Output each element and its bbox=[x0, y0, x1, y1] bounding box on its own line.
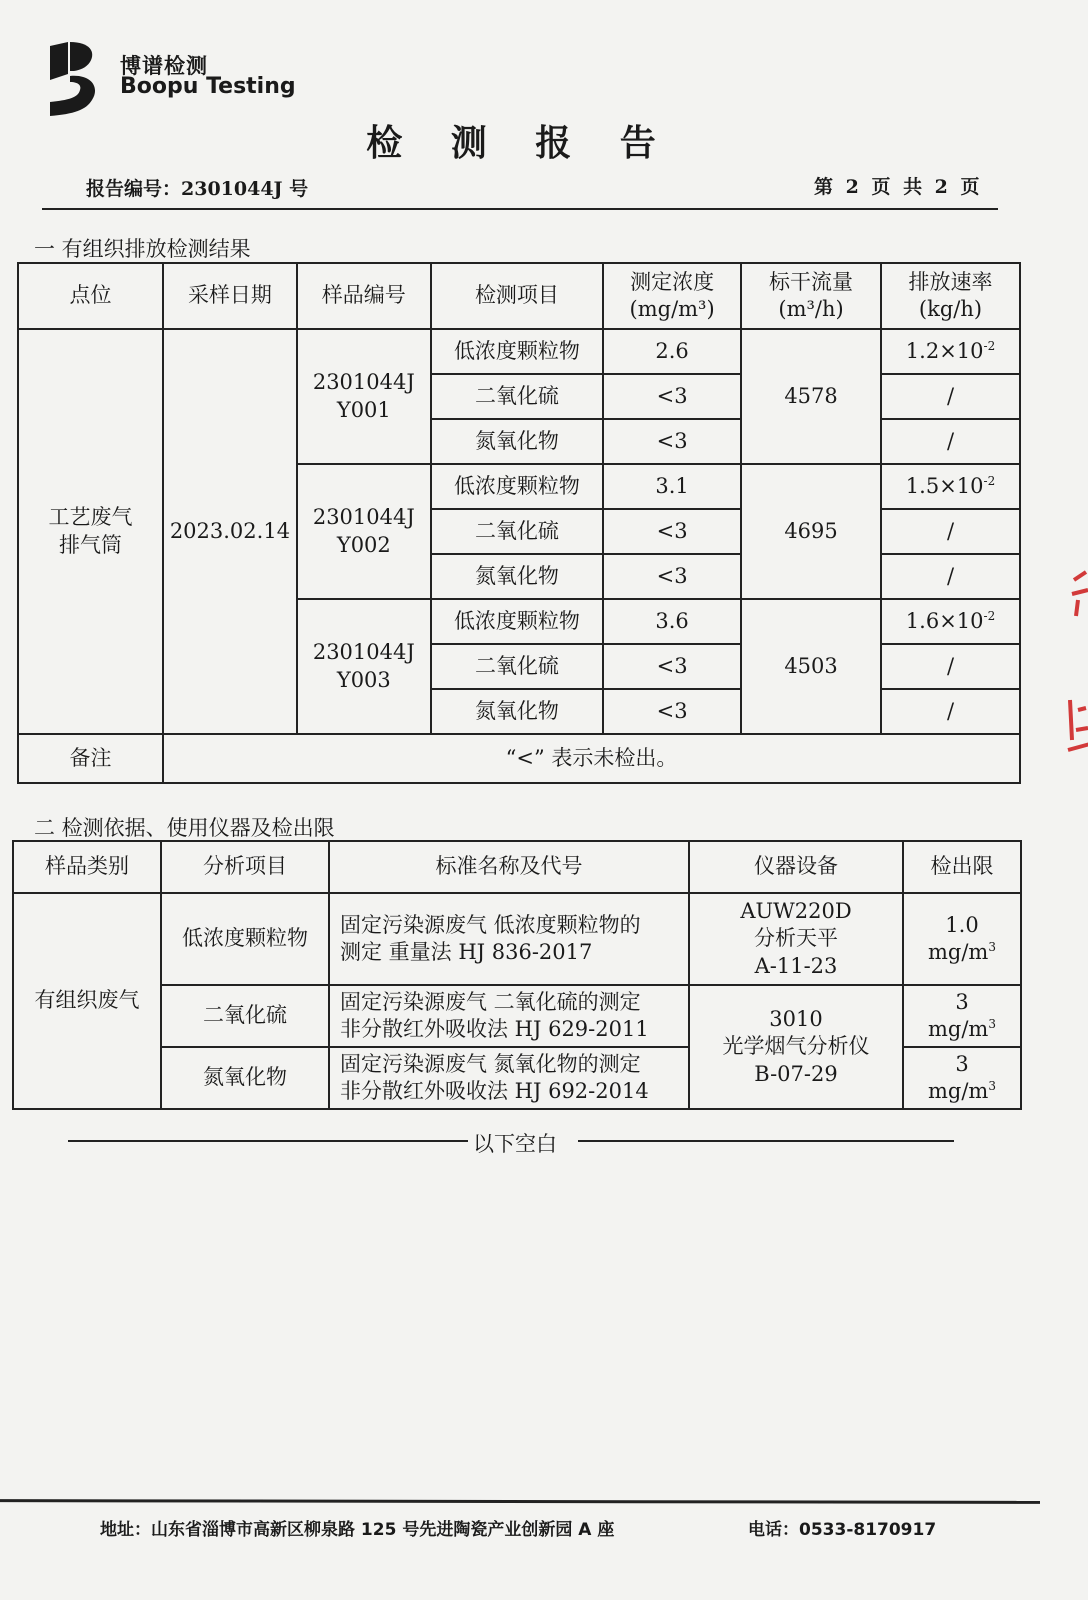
rate-cell: / bbox=[881, 419, 1020, 464]
rate-cell: / bbox=[881, 554, 1020, 599]
rate-value: 1.2×10 bbox=[905, 338, 984, 363]
table-header-row bbox=[13, 841, 1021, 893]
instrument-line: 光学烟气分析仪 bbox=[722, 1034, 870, 1059]
sample-line: Y002 bbox=[336, 532, 391, 557]
report-title: 检 测 报 告 bbox=[366, 122, 674, 164]
col-header-detection-limit: 检出限 bbox=[903, 841, 1021, 893]
standard-cell bbox=[329, 893, 689, 985]
rate-cell bbox=[881, 464, 1020, 509]
rate-cell: / bbox=[881, 644, 1020, 689]
limit-cell bbox=[903, 893, 1021, 985]
rate-exponent: -2 bbox=[983, 608, 996, 623]
location-line: 排气筒 bbox=[59, 532, 122, 557]
limit-value: 3 bbox=[955, 1051, 969, 1076]
item-cell: 低浓度颗粒物 bbox=[431, 599, 603, 644]
conc-cell: <3 bbox=[603, 509, 741, 554]
conc-cell: 2.6 bbox=[603, 329, 741, 374]
limit-value: 3 bbox=[955, 989, 969, 1014]
flow-cell: 4695 bbox=[741, 464, 881, 599]
col-header-rate bbox=[881, 263, 1020, 329]
footer-divider bbox=[0, 1499, 1040, 1504]
flow-cell: 4578 bbox=[741, 329, 881, 464]
item-cell: 二氧化硫 bbox=[431, 509, 603, 554]
table-row bbox=[13, 893, 1021, 985]
instrument-line: 分析天平 bbox=[754, 926, 838, 951]
rate-value: 1.6×10 bbox=[905, 608, 984, 633]
boopu-logo-icon bbox=[46, 40, 98, 118]
col-header-label: 排放速率 bbox=[908, 269, 993, 294]
unit-exponent: 3 bbox=[988, 1079, 996, 1093]
unit-text: mg/m bbox=[928, 940, 989, 964]
location-line: 工艺废气 bbox=[48, 505, 133, 530]
company-name-cn: 博谱检测 bbox=[120, 54, 208, 78]
standard-line: 固定污染源废气 二氧化硫的测定 bbox=[340, 989, 641, 1014]
section2-title: 二 检测依据、使用仪器及检出限 bbox=[34, 816, 335, 840]
sample-line: 2301044J bbox=[312, 505, 415, 530]
company-name-en: Boopu Testing bbox=[120, 74, 296, 99]
limit-value: 1.0 bbox=[945, 912, 979, 937]
unit-exponent: 3 bbox=[988, 1017, 996, 1031]
item-cell: 氮氧化物 bbox=[431, 554, 603, 599]
instrument-cell bbox=[689, 985, 903, 1109]
blank-line-right bbox=[578, 1140, 954, 1142]
footer-address: 地址：山东省淄博市高新区柳泉路 125 号先进陶瓷产业创新园 A 座 bbox=[100, 1520, 615, 1540]
instrument-line: AUW220D bbox=[740, 899, 852, 924]
conc-cell: <3 bbox=[603, 419, 741, 464]
location-cell bbox=[18, 329, 163, 734]
footer-telephone: 电话：0533-8170917 bbox=[748, 1520, 937, 1540]
flow-cell: 4503 bbox=[741, 599, 881, 734]
analysis-item-cell: 二氧化硫 bbox=[161, 985, 329, 1047]
emission-results-table bbox=[17, 262, 1021, 784]
sample-line: 2301044J bbox=[312, 640, 415, 665]
blank-line-left bbox=[68, 1140, 468, 1142]
limit-cell bbox=[903, 985, 1021, 1047]
col-header-category: 样品类别 bbox=[13, 841, 161, 893]
table-row bbox=[13, 985, 1021, 1047]
item-cell: 二氧化硫 bbox=[431, 644, 603, 689]
conc-cell: <3 bbox=[603, 554, 741, 599]
seal-stamp-icon bbox=[1064, 560, 1088, 780]
conc-cell: 3.1 bbox=[603, 464, 741, 509]
standard-line: 非分散红外吸收法 HJ 692-2014 bbox=[340, 1079, 649, 1103]
method-instrument-table bbox=[12, 840, 1022, 1110]
standard-line: 固定污染源废气 氮氧化物的测定 bbox=[340, 1051, 641, 1076]
col-header-label: 标干流量 bbox=[769, 269, 854, 294]
unit-text: mg/m bbox=[928, 1079, 989, 1103]
item-cell: 氮氧化物 bbox=[431, 689, 603, 734]
col-header-item: 检测项目 bbox=[431, 263, 603, 329]
col-header-concentration bbox=[603, 263, 741, 329]
rate-cell: / bbox=[881, 374, 1020, 419]
instrument-line: B-07-29 bbox=[754, 1061, 838, 1086]
section1-title: 一 有组织排放检测结果 bbox=[34, 237, 251, 261]
rate-cell bbox=[881, 329, 1020, 374]
conc-cell: 3.6 bbox=[603, 599, 741, 644]
limit-unit bbox=[908, 939, 1016, 966]
conc-cell: <3 bbox=[603, 689, 741, 734]
sample-cell bbox=[297, 599, 431, 734]
standard-cell bbox=[329, 1047, 689, 1109]
rate-value: 1.5×10 bbox=[905, 473, 984, 498]
col-header-instrument: 仪器设备 bbox=[689, 841, 903, 893]
col-header-date: 采样日期 bbox=[163, 263, 297, 329]
page-number: 第 2 页 共 2 页 bbox=[814, 176, 983, 198]
rate-cell bbox=[881, 599, 1020, 644]
header-divider bbox=[42, 208, 998, 210]
item-cell: 低浓度颗粒物 bbox=[431, 329, 603, 374]
report-number: 报告编号：2301044J 号 bbox=[86, 178, 309, 200]
col-header-standard: 标准名称及代号 bbox=[329, 841, 689, 893]
sample-cell bbox=[297, 329, 431, 464]
col-header-label: 测定浓度 bbox=[630, 269, 715, 294]
analysis-item-cell: 氮氧化物 bbox=[161, 1047, 329, 1109]
date-cell: 2023.02.14 bbox=[163, 329, 297, 734]
item-cell: 低浓度颗粒物 bbox=[431, 464, 603, 509]
rate-cell: / bbox=[881, 689, 1020, 734]
col-header-unit: (m³/h) bbox=[778, 297, 844, 321]
sample-line: Y003 bbox=[336, 667, 391, 692]
unit-exponent: 3 bbox=[988, 940, 996, 954]
instrument-line: 3010 bbox=[769, 1007, 823, 1032]
blank-below-text: 以下空白 bbox=[473, 1132, 557, 1156]
instrument-line: A-11-23 bbox=[754, 953, 838, 978]
table-row bbox=[18, 329, 1020, 374]
limit-unit bbox=[908, 1016, 1016, 1043]
col-header-analysis-item: 分析项目 bbox=[161, 841, 329, 893]
sample-line: Y001 bbox=[336, 397, 391, 422]
item-cell: 二氧化硫 bbox=[431, 374, 603, 419]
rate-exponent: -2 bbox=[983, 473, 996, 488]
col-header-flow bbox=[741, 263, 881, 329]
col-header-sample-no: 样品编号 bbox=[297, 263, 431, 329]
standard-line: 非分散红外吸收法 HJ 629-2011 bbox=[340, 1017, 649, 1041]
conc-cell: <3 bbox=[603, 644, 741, 689]
limit-cell bbox=[903, 1047, 1021, 1109]
rate-exponent: -2 bbox=[983, 338, 996, 353]
standard-line: 测定 重量法 HJ 836-2017 bbox=[340, 940, 593, 964]
conc-cell: <3 bbox=[603, 374, 741, 419]
standard-cell bbox=[329, 985, 689, 1047]
table-header-row bbox=[18, 263, 1020, 329]
col-header-location: 点位 bbox=[18, 263, 163, 329]
col-header-unit: (mg/m³) bbox=[629, 297, 715, 321]
col-header-unit: (kg/h) bbox=[918, 297, 983, 321]
note-text: “<” 表示未检出。 bbox=[163, 734, 1020, 783]
category-cell: 有组织废气 bbox=[13, 893, 161, 1109]
note-row bbox=[18, 734, 1020, 783]
rate-cell: / bbox=[881, 509, 1020, 554]
limit-unit bbox=[908, 1078, 1016, 1105]
unit-text: mg/m bbox=[928, 1017, 989, 1041]
sample-line: 2301044J bbox=[312, 370, 415, 395]
standard-line: 固定污染源废气 低浓度颗粒物的 bbox=[340, 912, 641, 937]
note-label: 备注 bbox=[18, 734, 163, 783]
instrument-cell bbox=[689, 893, 903, 985]
blank-below-marker bbox=[68, 1128, 954, 1156]
item-cell: 氮氧化物 bbox=[431, 419, 603, 464]
analysis-item-cell: 低浓度颗粒物 bbox=[161, 893, 329, 985]
sample-cell bbox=[297, 464, 431, 599]
